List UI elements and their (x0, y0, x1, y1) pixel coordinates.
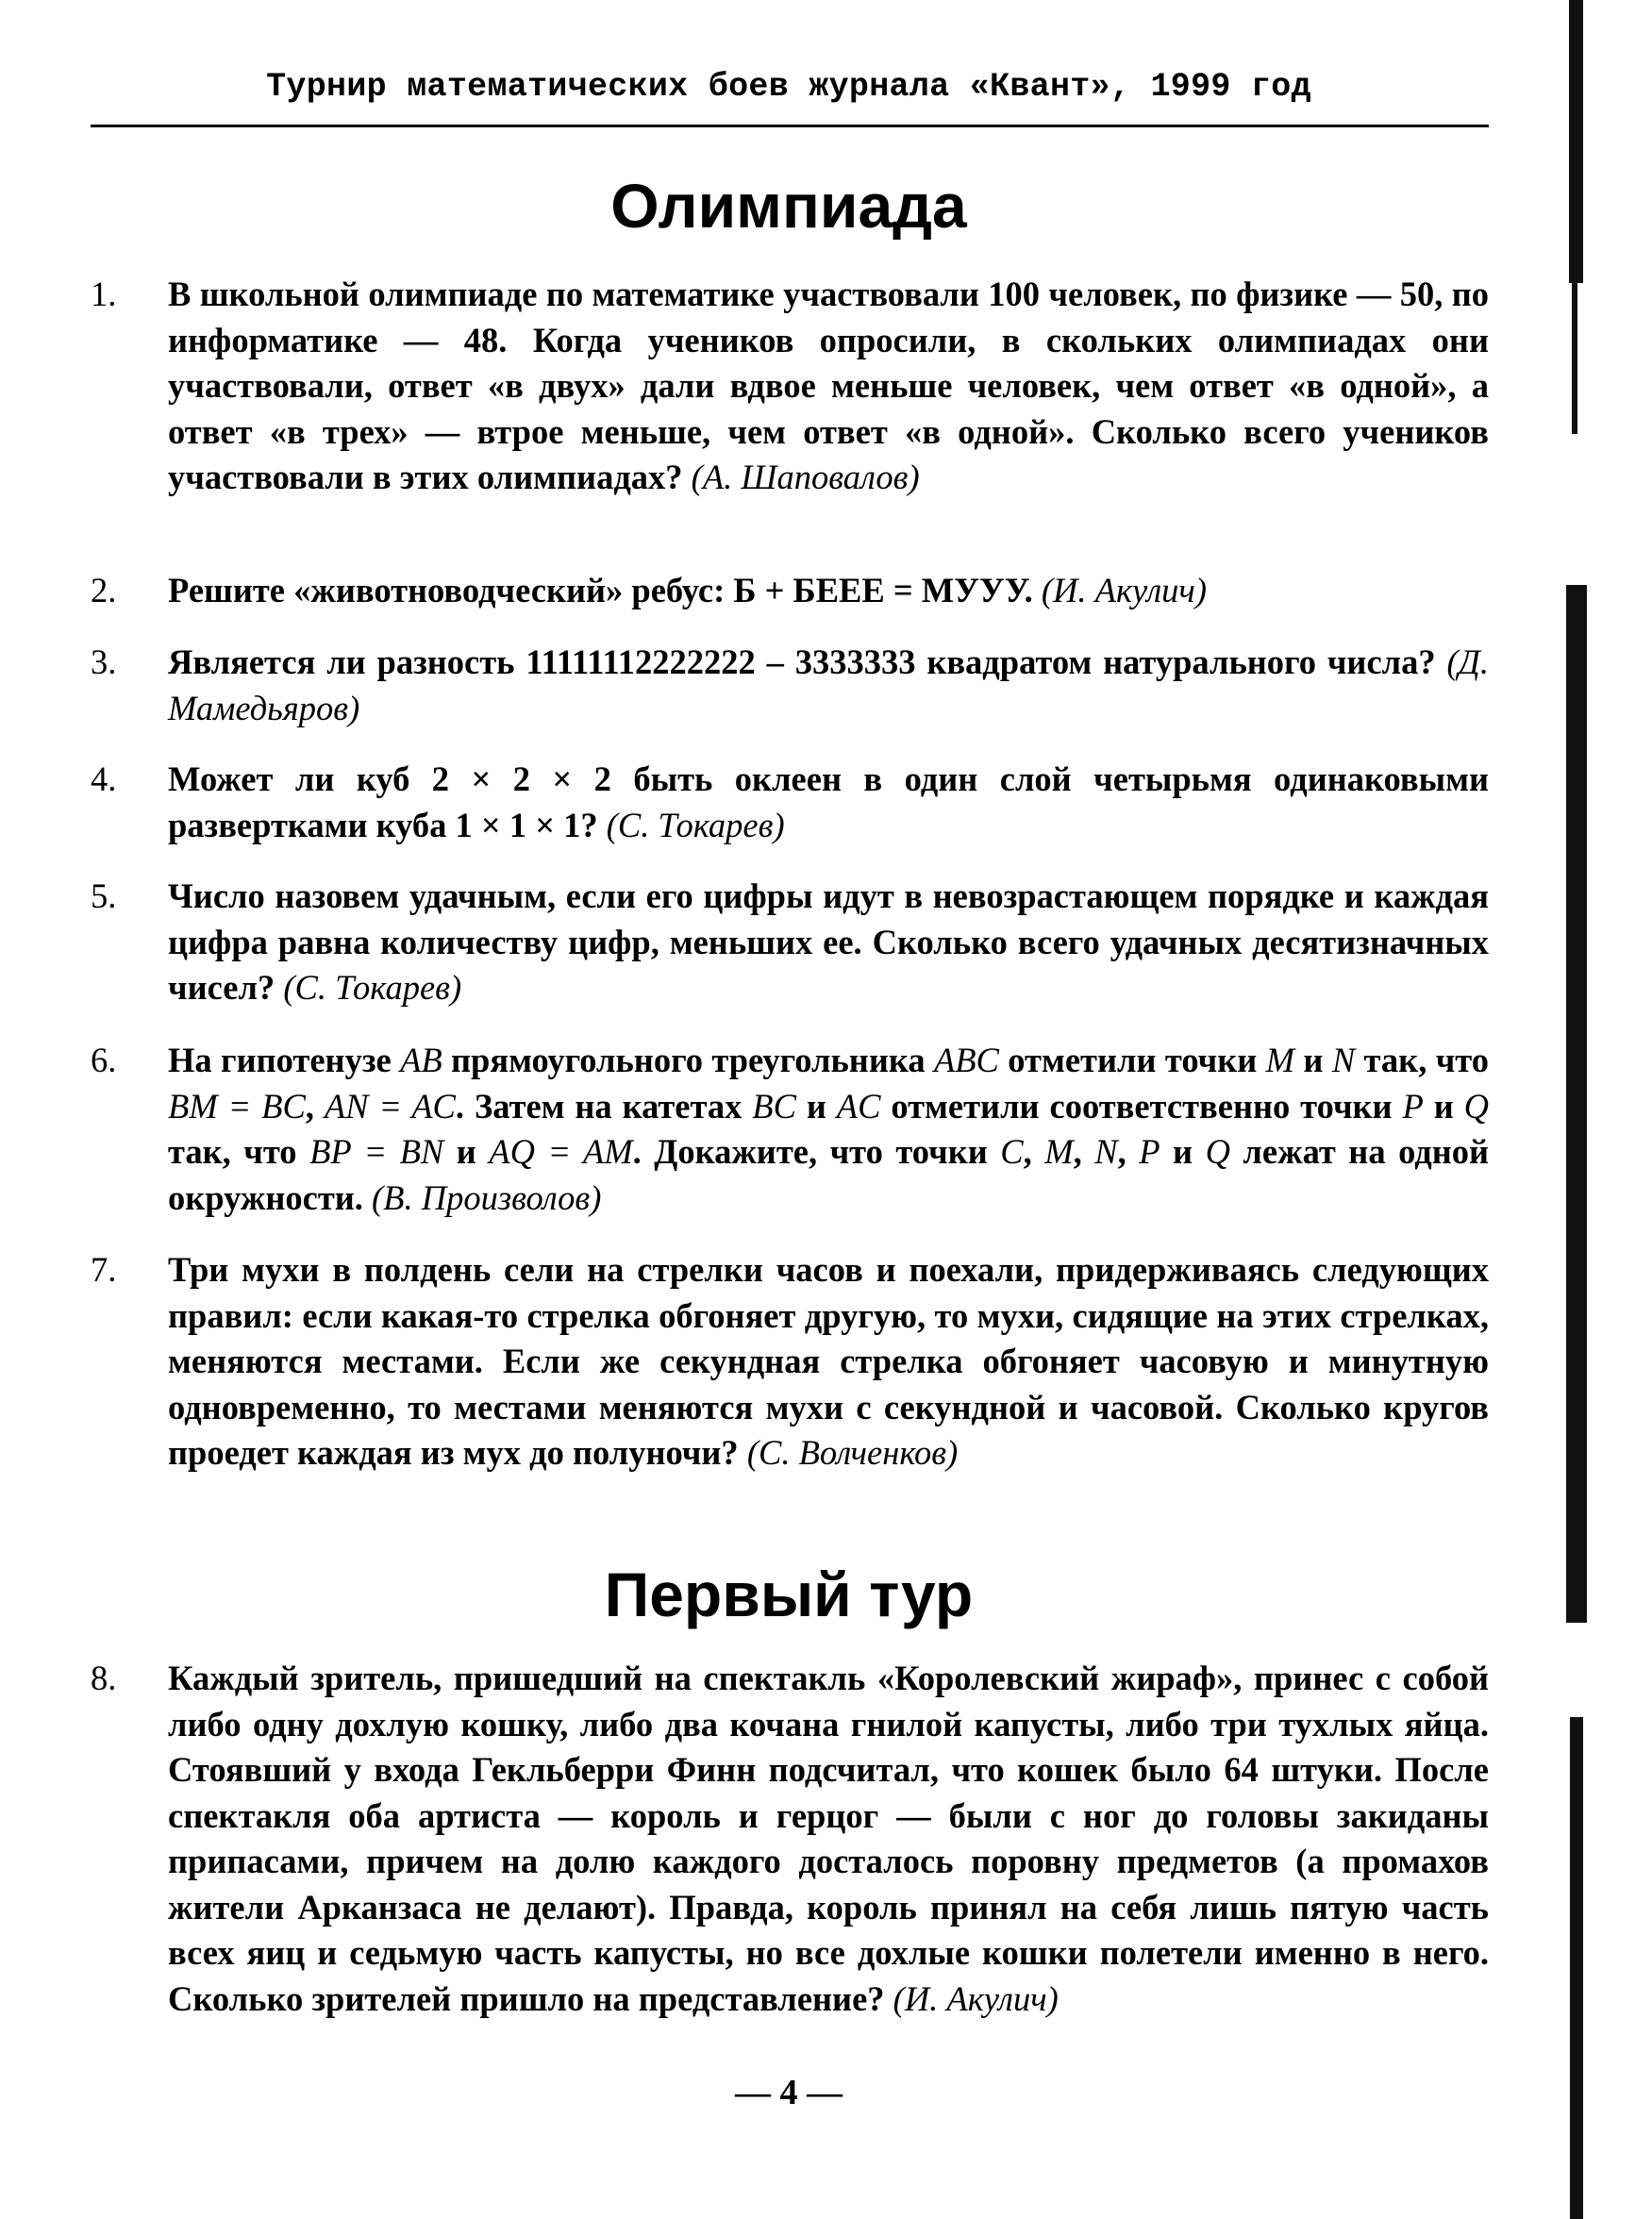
problem-statement: Три мухи в полдень сели на стрелки часов и поехали, придерживаясь следующих правил: если какая-то стрелка обгоняет другую, то мухи, сидящие на этих стрелках, меняются местами. Если же секундная стрелка обгоняет часовую и минутную одновременно, то местами меняются мухи с секундной и часовой. Сколько кругов проедет каждая из мух до полуночи? (168, 1250, 1489, 1472)
problem-5 (91, 874, 1489, 1011)
problem-1 (91, 272, 1489, 501)
problem-number: 6. (91, 1041, 117, 1079)
problem-4 (91, 757, 1489, 848)
problem-statement: В школьной олимпиаде по математике участвовали 100 человек, по физике — 50, по информатике — 48. Когда учеников опросили, в скольких олимпиадах они участвовали, ответ «в двух» дали вдвое меньше человек, чем ответ «в одной», а ответ «в трех» — втрое меньше, чем ответ «в одной». Сколько всего учеников участвовали в этих олимпиадах? (168, 275, 1489, 496)
problem-text: На гипотенузе AB прямоугольного треугольника ABC отметили точки M и N так, что BM = BC, AN = AC. Затем на катетах BC и AC отметили соответственно точки P и Q так, что BP = BN и AQ = AM. Докажите, что точки C, M, N, P и Q лежат на одной окружности. (В. Произволов) (168, 1041, 1490, 1217)
problem-author: (С. Волченков) (746, 1433, 959, 1472)
problem-author: (Д. Мамедьяров) (168, 642, 1489, 727)
problem-text (168, 1656, 1489, 2022)
problem-number: 1. (91, 275, 117, 313)
problem-number: 5. (91, 876, 117, 915)
header-rule (91, 125, 1489, 127)
problem-statement: Решите «животноводческий» ребус: Б + БЕЕЕ = МУУУ. (168, 571, 1033, 609)
scan-edge-artifact (1572, 283, 1577, 434)
problem-6 (91, 1038, 1489, 1221)
problem-statement: Является ли разность 11111112222222 – 3333333 квадратом натурального числа? (168, 642, 1436, 681)
problem-8 (91, 1656, 1489, 2022)
problem-author: (С. Токарев) (283, 968, 462, 1007)
problem-author: (В. Произволов) (372, 1177, 602, 1217)
section-title-first-round: Первый тур (604, 1560, 974, 1629)
problem-text (168, 640, 1489, 731)
problem-statement: Каждый зритель, пришедший на спектакль «Королевский жираф», принес с собой либо одну дохлую кошку, либо два кочана гнилой капусты, либо три тухлых яйца. Стоявший у входа Гекльберри Финн подсчитал, что кошек было 64 штуки. После спектакля оба артиста — король и герцог — были с ног до головы закиданы припасами, причем на долю каждого досталось поровну предметов (а промахов жители Арканзаса не делают). Правда, король принял на себя лишь пятую часть всех яиц и седьмую часть капусты, но все дохлые кошки полетели именно в него. Сколько зрителей пришло на представление? (168, 1659, 1489, 2018)
problem-text (168, 272, 1489, 501)
scan-edge-artifact (1566, 585, 1587, 1623)
problem-author: (И. Акулич) (1041, 571, 1207, 609)
problem-author: (С. Токарев) (606, 805, 785, 844)
problem-text (168, 874, 1489, 1011)
problem-author: (И. Акулич) (893, 1978, 1059, 2018)
problem-number: 2. (91, 571, 117, 609)
problem-text (168, 1247, 1489, 1477)
problem-text (168, 568, 1489, 614)
problem-number: 3. (91, 642, 117, 681)
problem-number: 8. (91, 1659, 117, 1697)
problem-2 (91, 568, 1489, 614)
scan-edge-artifact (1569, 0, 1583, 283)
problem-3 (91, 640, 1489, 731)
problem-author: (А. Шаповалов) (691, 458, 920, 496)
section-title-olympiad: Олимпиада (610, 171, 967, 241)
problem-7 (91, 1247, 1489, 1477)
running-head: Турнир математических боев журнала «Квант», 1999 год (266, 68, 1311, 106)
problem-statement: Число назовем удачным, если его цифры идут в невозрастающем порядке и каждая цифра равна количеству цифр, меньших ее. Сколько всего удачных десятизначных чисел? (168, 876, 1489, 1007)
problem-number: 7. (91, 1250, 117, 1289)
page-number: — 4 — (735, 2073, 843, 2112)
scan-edge-artifact (1570, 1717, 1583, 2219)
problem-number: 4. (91, 759, 117, 798)
problem-statement: Может ли куб 2 × 2 × 2 быть оклеен в один слой четырьмя одинаковыми развертками куба 1 × 1 × 1? (168, 759, 1489, 844)
problem-text (168, 757, 1489, 848)
